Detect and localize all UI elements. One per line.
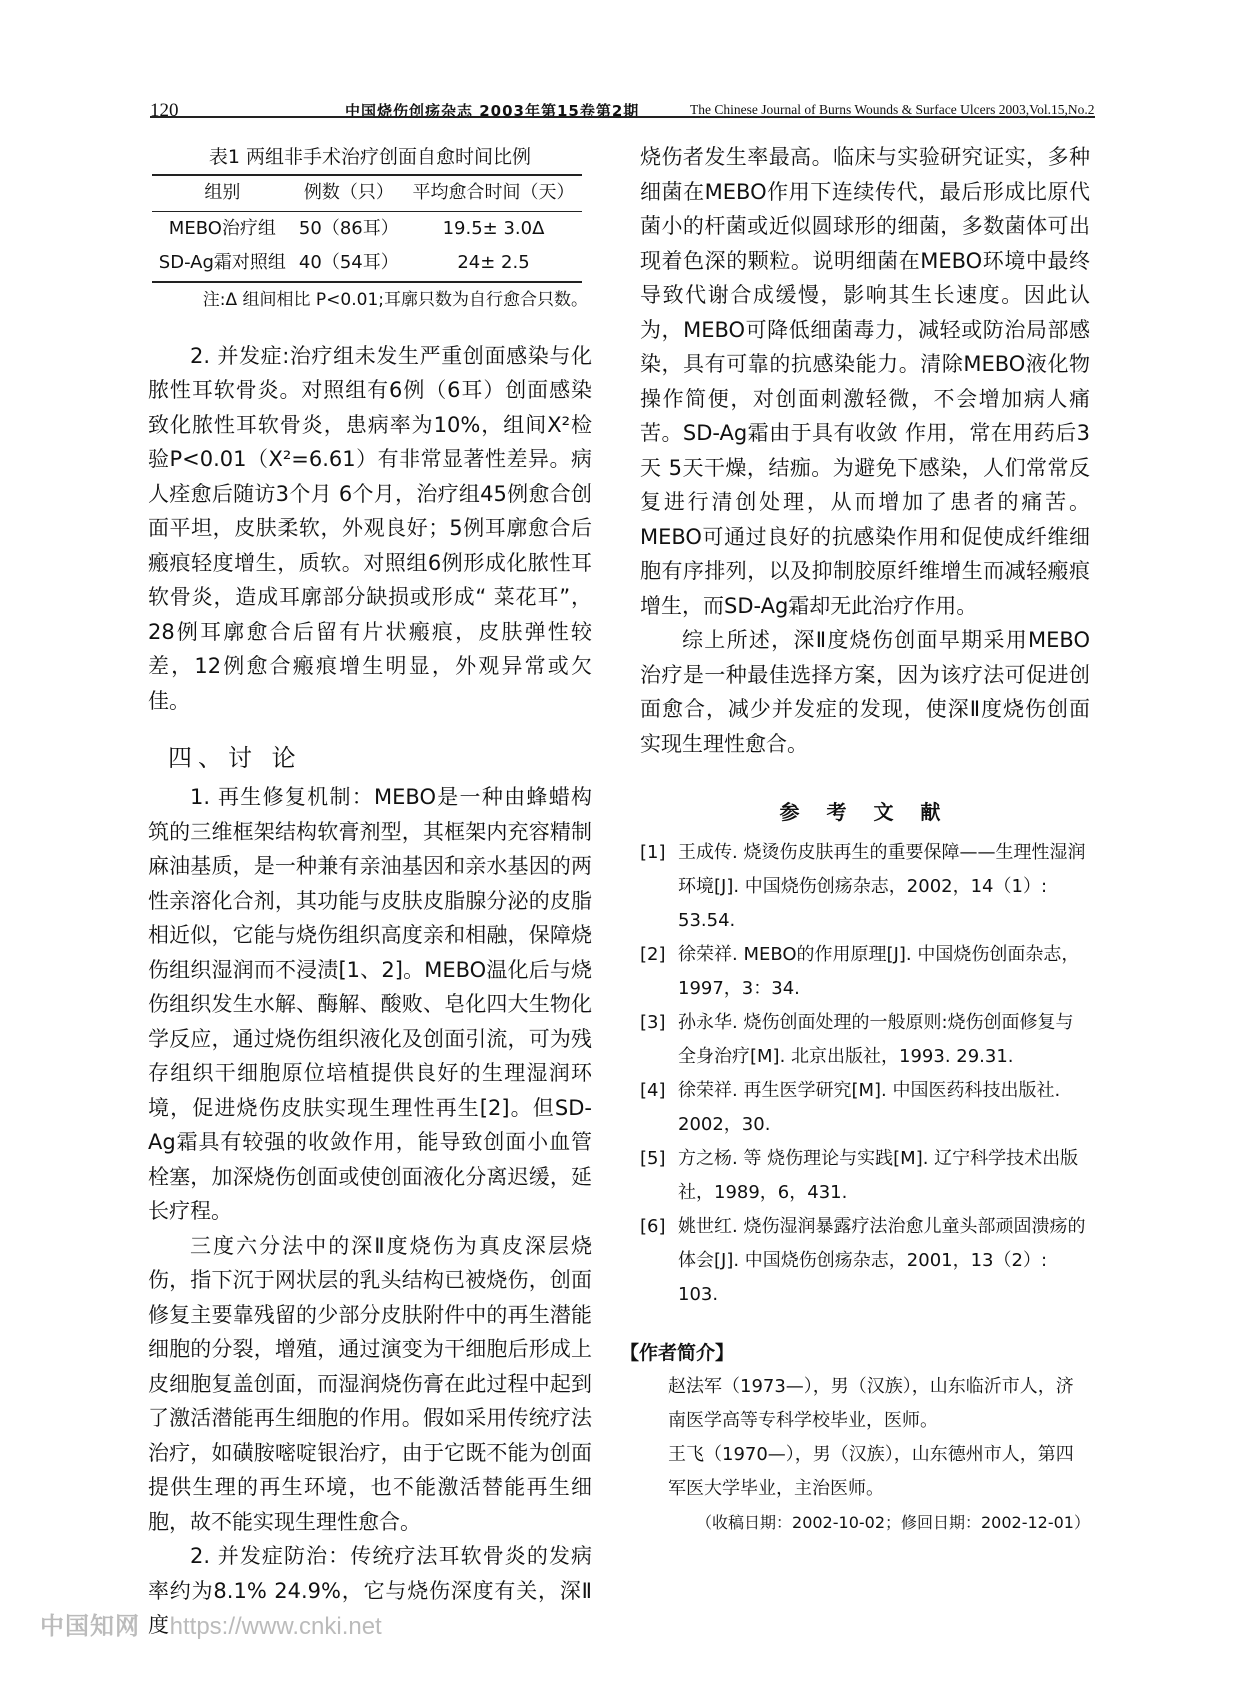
author-bio: 赵法军（1973—），男（汉族），山东临沂市人，济南医学高等专科学校毕业，医师。	[668, 1375, 1074, 1431]
section-heading-discussion: 四、讨 论	[168, 744, 302, 772]
table-header-cell: 例数（只）	[303, 182, 394, 203]
reference-item	[640, 1210, 1090, 1312]
table-cell: SD-Ag霜对照组	[158, 252, 286, 273]
received-dates: （收稿日期：2002-10-02；修回日期：2002-12-01）	[696, 1512, 1090, 1532]
reference-item	[640, 836, 1090, 938]
reference-item	[640, 1074, 1090, 1142]
left-column	[148, 140, 592, 1643]
reference-number: [6]	[640, 1215, 666, 1237]
reference-item	[640, 938, 1090, 1006]
table-note: 注:Δ 组间相比 P<0.01;耳廓只数为自行愈合只数。	[202, 289, 588, 310]
reference-text: 王成传. 烧烫伤皮肤再生的重要保障——生理性湿润环境[J]. 中国烧伤创疡杂志，2002，14（1）: 53.54.	[678, 841, 1086, 931]
reference-number: [4]	[640, 1079, 666, 1101]
table-cell: 24± 2.5	[457, 252, 530, 273]
reference-text: 姚世红. 烧伤湿润暴露疗法治愈儿童头部顽固溃疡的体会[J]. 中国烧伤创疡杂志，2001，13（2）: 103.	[678, 1215, 1086, 1305]
paragraph-prevention: 2. 并发症防治：传统疗法耳软骨炎的发病率约为8.1% 24.9%，它与烧伤深度有关，深Ⅱ度	[148, 1544, 592, 1637]
right-column	[620, 140, 1090, 1540]
author-info-heading: 【作者简介】	[620, 1341, 735, 1364]
paragraph-complications: 2. 并发症:治疗组未发生严重创面感染与化脓性耳软骨炎。对照组有6例（6耳）创面感染致化脓性耳软骨炎，患病率为10%，组间X²检验P<0.01（X²=6.61）有非常显著性差异。病人痊愈后随访3个月 6个月，治疗组45例愈合创面平坦，皮肤柔软，外观良好；5例耳廓愈合后瘢痕轻度增生，质软。对照组6例形成化脓性耳软骨炎，造成耳廓部分缺损或形成“ 菜花耳”，28例耳廓愈合后留有片状瘢痕，皮肤弹性较差，12例愈合瘢痕增生明显，外观异常或欠佳。	[148, 343, 592, 713]
paragraph-continued: 烧伤者发生率最高。临床与实验研究证实，多种细菌在MEBO作用下连续传代，最后形成比原代菌小的杆菌或近似圆球形的细菌，多数菌体可出现着色深的颗粒。说明细菌在MEBO环境中最终导致代谢合成缓慢，影响其生长速度。因此认为，MEBO可降低细菌毒力，减轻或防治局部感染，具有可靠的抗感染能力。清除MEBO液化物操作简便，对创面刺激轻微，不会增加病人痛苦。SD-Ag霜由于具有收敛 作用，常在用药后3天 5天干燥，结痂。为避免下感染，人们常常反复进行清创处理，从而增加了患者的痛苦。MEBO可通过良好的抗感染作用和促使成纤维细胞有序排列，以及抑制胶原纤维增生而减轻瘢痕增生，而SD-Ag霜却无此治疗作用。	[640, 145, 1090, 618]
header-rule	[150, 116, 1095, 118]
table-cell: 50（86耳）	[298, 217, 399, 239]
table-cell: 40（54耳）	[298, 252, 399, 273]
table-row	[152, 211, 582, 246]
table-cell: MEBO治疗组	[168, 217, 276, 239]
page-number: 120	[150, 100, 179, 121]
reference-number: [3]	[640, 1011, 666, 1033]
table-header-cell: 组别	[204, 182, 241, 203]
reference-number: [1]	[640, 841, 666, 863]
references-list	[640, 836, 1090, 1312]
references-heading: 参 考 文 献	[779, 800, 951, 824]
journal-title-cn: 中国烧伤创疡杂志 2003年第15卷第2期	[345, 102, 640, 120]
table-header-cell: 平均愈合时间（天）	[412, 182, 575, 203]
table-1	[152, 174, 582, 283]
paragraph-mechanism: 1. 再生修复机制：MEBO是一种由蜂蜡构筑的三维框架结构软膏剂型，其框架内充容精制麻油基质，是一种兼有亲油基因和亲水基因的两性亲溶化合剂，其功能与皮肤皮脂腺分泌的皮脂相近似，它能与烧伤组织高度亲和相融，保障烧伤组织湿润而不浸渍[1、2]。MEBO温化后与烧伤组织发生水解、酶解、酸败、皂化四大生物化学反应，通过烧伤组织液化及创面引流，可为残存组织干细胞原位培植提供良好的生理湿润环境，促进烧伤皮肤实现生理性再生[2]。但SD-Ag霜具有较强的收敛作用，能导致创面小血管栓塞，加深烧伤创面或使创面液化分离迟缓，延长疗程。	[148, 785, 592, 1223]
table-cell: 19.5± 3.0Δ	[442, 217, 545, 239]
table-header-row	[152, 175, 582, 211]
reference-item	[640, 1142, 1090, 1210]
cnki-watermark	[40, 1606, 382, 1641]
reference-text: 徐荣祥. MEBO的作用原理[J]. 中国烧伤创面杂志，1997，3：34.	[678, 943, 1080, 999]
paragraph-conclusion: 综上所述，深Ⅱ度烧伤创面早期采用MEBO治疗是一种最佳选择方案，因为该疗法可促进创面愈合，减少并发症的发现，使深Ⅱ度烧伤创面实现生理性愈合。	[640, 628, 1090, 756]
cnki-logo-text: 中国知网	[40, 1612, 140, 1640]
reference-item	[640, 1006, 1090, 1074]
reference-number: [2]	[640, 943, 666, 965]
reference-text: 方之杨. 等 烧伤理论与实践[M]. 辽宁科学技术出版社，1989，6，431.	[678, 1147, 1079, 1203]
reference-number: [5]	[640, 1147, 666, 1169]
author-bio: 王飞（1970—），男（汉族），山东德州市人，第四军医大学毕业，主治医师。	[668, 1443, 1074, 1499]
cnki-url[interactable]: https://www.cnki.net	[169, 1613, 382, 1640]
paragraph-deep-burn: 三度六分法中的深Ⅱ度烧伤为真皮深层烧伤，指下沉于网状层的乳头结构已被烧伤，创面修复主要靠残留的少部分皮肤附件中的再生潜能细胞的分裂，增殖，通过演变为干细胞后形成上皮细胞复盖创面，而湿润烧伤膏在此过程中起到了激活潜能再生细胞的作用。假如采用传统疗法治疗，如磺胺嘧啶银治疗，由于它既不能为创面提供生理的再生环境，也不能激活替能再生细胞，故不能实现生理性愈合。	[148, 1233, 592, 1534]
reference-text: 孙永华. 烧伤创面处理的一般原则:烧伤创面修复与全身治疗[M]. 北京出版社，1993. 29.31.	[678, 1011, 1074, 1067]
table-row	[152, 246, 582, 282]
reference-text: 徐荣祥. 再生医学研究[M]. 中国医药科技出版社. 2002，30.	[678, 1079, 1061, 1135]
journal-title-en: The Chinese Journal of Burns Wounds & Surface Ulcers 2003,Vol.15,No.2	[690, 102, 1095, 117]
table-caption: 表1 两组非手术治疗创面自愈时间比例	[208, 146, 532, 168]
